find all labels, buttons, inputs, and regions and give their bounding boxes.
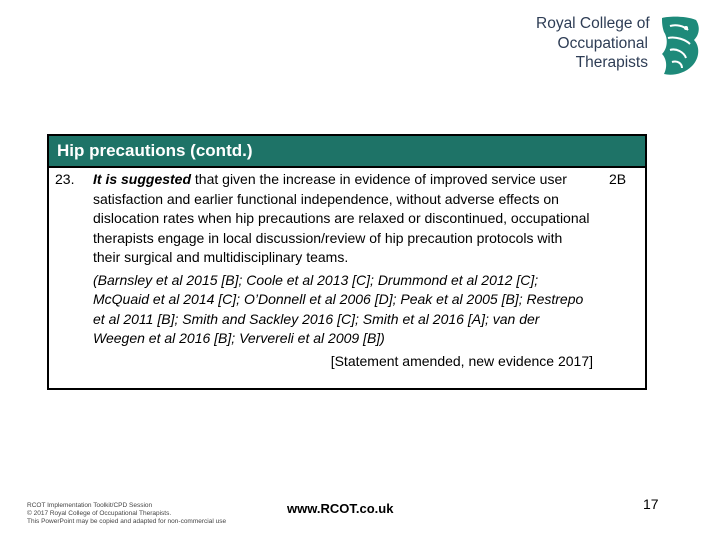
rcot-logo (536, 14, 704, 80)
recommendation-lead: It is suggested (93, 171, 192, 187)
recommendation-text: that given the increase in evidence of improved service user satisfaction and earlier functional independence, without adverse effects on dislocation rates when hip precautions are relaxed or discontinued, occupational therapists engage in local discussion/review of hip precaution protocols with their surgical and multidisciplinary teams. (93, 171, 590, 265)
footer-website-link[interactable]: www.RCOT.co.uk (287, 501, 394, 516)
recommendation-references: (Barnsley et al 2015 [B]; Coole et al 2013 [C]; Drummond et al 2012 [C]; McQuaid et al 2014 [C]; O’Donnell et al 2006 [D]; Peak et al 2005 [B]; Restrepo et al 2011 [B]; Smith and Sackley 2016 [C]; Smith et al 2016 [A]; van der Weegen et al 2016 [B]; Ververeli et al 2009 [B]) (93, 271, 584, 346)
footer-copyright (27, 502, 287, 526)
recommendation-amendment: [Statement amended, new evidence 2017] (330, 352, 593, 369)
recommendation-grade: 2B (609, 171, 627, 187)
logo-wordmark (536, 14, 648, 73)
footer-line-1: RCOT Implementation Toolkit/CPD Session (27, 502, 153, 509)
footer-line-3: This PowerPoint may be copied and adapted for non-commercial use (27, 518, 227, 525)
logo-line-2: Occupational (557, 34, 648, 52)
logo-line-3: Therapists (575, 54, 648, 71)
logo-line-1: Royal College of (536, 15, 650, 32)
recommendation-body (93, 170, 593, 371)
page-number: 17 (643, 496, 659, 512)
footer-line-2: © 2017 Royal College of Occupational Therapists. (27, 510, 172, 517)
recommendation-statement (93, 170, 593, 268)
recommendation-box (47, 134, 647, 390)
recommendation-number: 23. (55, 171, 75, 187)
recommendation-title: Hip precautions (contd.) (49, 136, 645, 168)
logo-emblem-icon (656, 14, 704, 80)
